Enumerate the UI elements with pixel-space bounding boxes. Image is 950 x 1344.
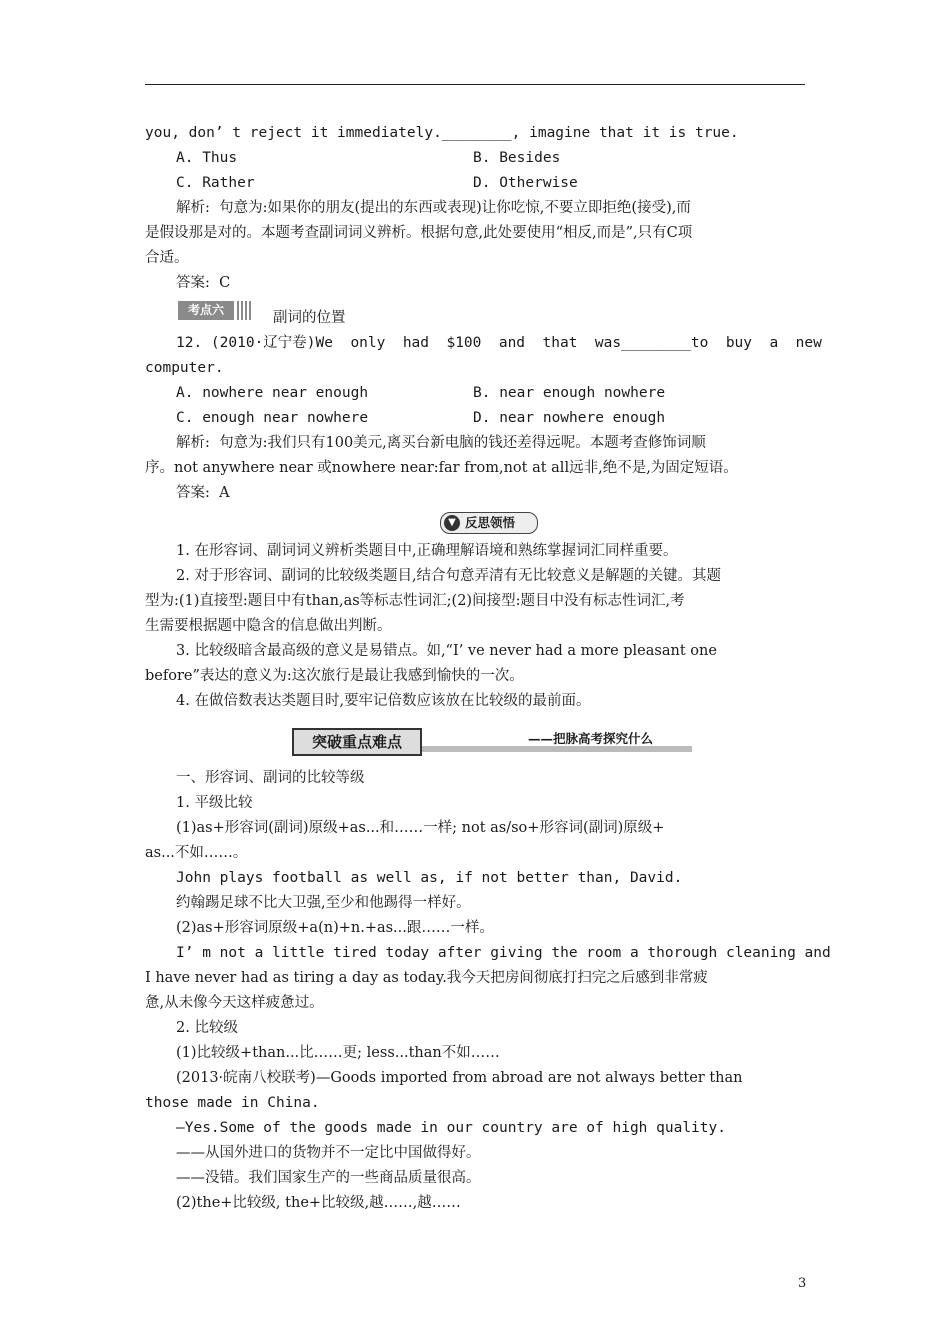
example-zh: 约翰踢足球不比大卫强,至少和他踢得一样好。 (176, 895, 471, 911)
analysis-line: 是假设那是对的。本题考查副词词义辨析。根据句意,此处要使用“相反,而是”,只有C项 (145, 225, 693, 241)
reflect-point: 1. 在形容词、副词词义辨析类题目中,正确理解语境和熟练掌握词汇同样重要。 (176, 543, 678, 559)
subheading: 1. 平级比较 (176, 795, 253, 811)
banner-title: 突破重点难点 (292, 728, 422, 756)
example-en: —Yes.Some of the goods made in our country are of high quality. (176, 1120, 726, 1136)
header-rule (145, 84, 805, 85)
example-mixed: I have never had as tiring a day as today.我今天把房间彻底打扫完之后感到非常疲 (145, 970, 708, 986)
option-d: D. Otherwise (473, 175, 578, 191)
answer-line: 答案: A (176, 485, 230, 501)
option-d: D. near nowhere enough (473, 410, 666, 426)
reflect-point: 型为:(1)直接型:题目中有than,as等标志性词汇;(2)间接型:题目中没有标志性词汇,考 (145, 593, 685, 609)
analysis-line: 解析: 句意为:我们只有100美元,离买台新电脑的钱还差得远呢。本题考查修饰词顺 (176, 435, 706, 451)
banner-subtitle: ——把脉高考探究什么 (528, 731, 654, 746)
question-12-cont: computer. (145, 360, 224, 376)
text-line: you, don’ t reject it immediately.________, imagine that it is true. (145, 125, 739, 141)
example-en: (2013·皖南八校联考)—Goods imported from abroad are not always better than (176, 1070, 743, 1086)
arrow-down-icon: ▼ (444, 515, 460, 531)
example-en: those made in China. (145, 1095, 320, 1111)
example-en: I’ m not a little tired today after giving the room a thorough cleaning and (176, 945, 831, 961)
rule-line: (1)比较级+than...比……更; less...than不如…… (176, 1045, 500, 1061)
reflect-point: before”表达的意义为:这次旅行是最让我感到愉快的一次。 (145, 668, 524, 684)
example-zh: ——从国外进口的货物并不一定比中国做得好。 (176, 1145, 481, 1161)
question-12: 12. (2010·辽宁卷)We only had $100 and that was________to buy a new (176, 335, 822, 351)
reflect-point: 2. 对于形容词、副词的比较级类题目,结合句意弄清有无比较意义是解题的关键。其题 (176, 568, 722, 584)
example-zh: ——没错。我们国家生产的一些商品质量很高。 (176, 1170, 481, 1186)
rule-line: as...不如……。 (145, 845, 248, 861)
page-number: 3 (798, 1276, 807, 1291)
section-tag-label: 副词的位置 (273, 310, 346, 326)
option-c: C. Rather (176, 175, 255, 191)
option-b: B. Besides (473, 150, 561, 166)
tag-stripes (237, 301, 251, 320)
section-tag: 考点六 (178, 301, 234, 320)
reflect-point: 3. 比较级暗含最高级的意义是易错点。如,“I’ ve never had a more pleasant one (176, 643, 717, 659)
option-a: A. Thus (176, 150, 238, 166)
reflect-point: 4. 在做倍数表达类题目时,要牢记倍数应该放在比较级的最前面。 (176, 693, 591, 709)
rule-line: (2)the+比较级, the+比较级,越……,越…… (176, 1195, 461, 1211)
subheading: 2. 比较级 (176, 1020, 238, 1036)
section-heading: 一、形容词、副词的比较等级 (176, 770, 365, 786)
rule-line: (1)as+形容词(副词)原级+as...和……一样; not as/so+形容词(副词)原级+ (176, 820, 665, 836)
analysis-line: 序。not anywhere near 或nowhere near:far from,not at all远非,绝不是,为固定短语。 (145, 460, 738, 476)
option-a: A. nowhere near enough (176, 385, 369, 401)
reflect-point: 生需要根据题中隐含的信息做出判断。 (145, 618, 392, 634)
example-en: John plays football as well as, if not better than, David. (176, 870, 683, 886)
analysis-line: 合适。 (145, 250, 189, 266)
answer-line: 答案: C (176, 275, 231, 291)
section-banner (292, 728, 692, 754)
example-zh: 惫,从未像今天这样疲惫过。 (145, 995, 324, 1011)
rule-line: (2)as+形容词原级+a(n)+n.+as...跟……一样。 (176, 920, 494, 936)
analysis-line: 解析: 句意为:如果你的朋友(提出的东西或表现)让你吃惊,不要立即拒绝(接受),而 (176, 200, 691, 216)
reflect-heading: ▼ 反思领悟 (440, 512, 538, 534)
option-c: C. enough near nowhere (176, 410, 369, 426)
option-b: B. near enough nowhere (473, 385, 666, 401)
